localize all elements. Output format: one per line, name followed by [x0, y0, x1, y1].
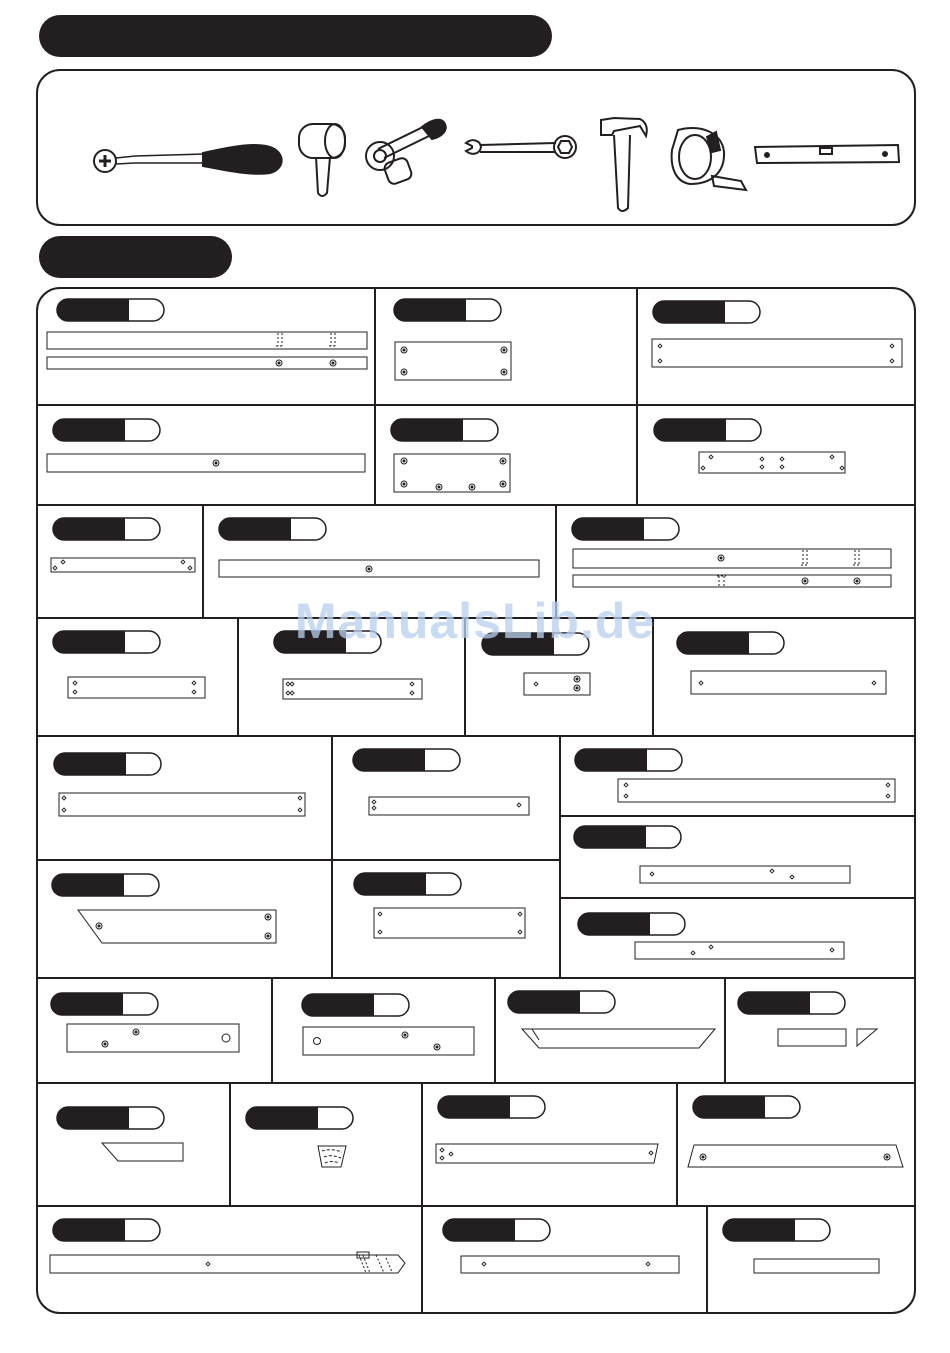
part-label: [443, 1219, 550, 1241]
part-drawing: [618, 779, 895, 802]
part-drawing: [778, 1029, 877, 1046]
part-label: [653, 301, 760, 323]
watermark: ManualsLib.de: [294, 593, 656, 649]
part-drawing: [303, 1027, 474, 1055]
part-drawing: [754, 1259, 879, 1273]
part-label: [57, 1107, 164, 1129]
part-label: [52, 874, 159, 896]
part-label: [53, 419, 160, 441]
part-label: [353, 749, 460, 771]
part-drawing: [369, 797, 529, 815]
part-label: [53, 1219, 160, 1241]
part-drawing: [524, 673, 590, 695]
part-label: [53, 631, 160, 653]
part-label: [219, 518, 326, 540]
part-drawing: [522, 1029, 715, 1048]
part-drawing: [394, 454, 510, 492]
part-label: [57, 299, 164, 321]
part-drawing: [51, 558, 195, 572]
part-drawing: [47, 332, 367, 369]
part-label: [508, 991, 615, 1013]
part-label: [723, 1219, 830, 1241]
part-label: [354, 873, 461, 895]
part-label: [575, 749, 682, 771]
part-label: [578, 913, 685, 935]
part-label: [394, 299, 501, 321]
part-drawing: [67, 1024, 239, 1052]
part-label: [54, 753, 161, 775]
part-drawing: [699, 452, 845, 473]
part-drawing: [688, 1145, 903, 1167]
part-label: [482, 633, 589, 655]
part-label: [574, 826, 681, 848]
part-label: [391, 419, 498, 441]
part-drawing: [59, 793, 305, 816]
part-label: [53, 518, 160, 540]
part-drawing: [102, 1143, 183, 1161]
part-drawing: [283, 679, 422, 699]
part-drawing: [374, 908, 525, 938]
part-drawing: [461, 1256, 679, 1273]
part-drawing: [652, 339, 902, 367]
part-drawing: [691, 671, 886, 694]
part-drawing: [78, 910, 276, 943]
part-drawing: [635, 942, 844, 959]
part-drawing: [395, 342, 511, 380]
part-label: [274, 631, 381, 653]
part-label: [572, 518, 679, 540]
part-drawing: [47, 454, 365, 472]
part-label: [738, 992, 845, 1014]
part-drawing: [68, 677, 205, 698]
part-label: [246, 1107, 353, 1129]
part-drawing: [640, 866, 850, 883]
part-label: [654, 419, 761, 441]
part-drawing: [50, 1252, 405, 1273]
part-drawing: [318, 1146, 346, 1167]
part-label: [677, 632, 784, 654]
part-label: [302, 994, 409, 1016]
part-label: [693, 1096, 800, 1118]
part-drawing: [219, 560, 539, 577]
part-label: [51, 993, 158, 1015]
part-drawing: [573, 549, 891, 587]
part-drawing: [436, 1144, 658, 1163]
part-label: [438, 1096, 545, 1118]
